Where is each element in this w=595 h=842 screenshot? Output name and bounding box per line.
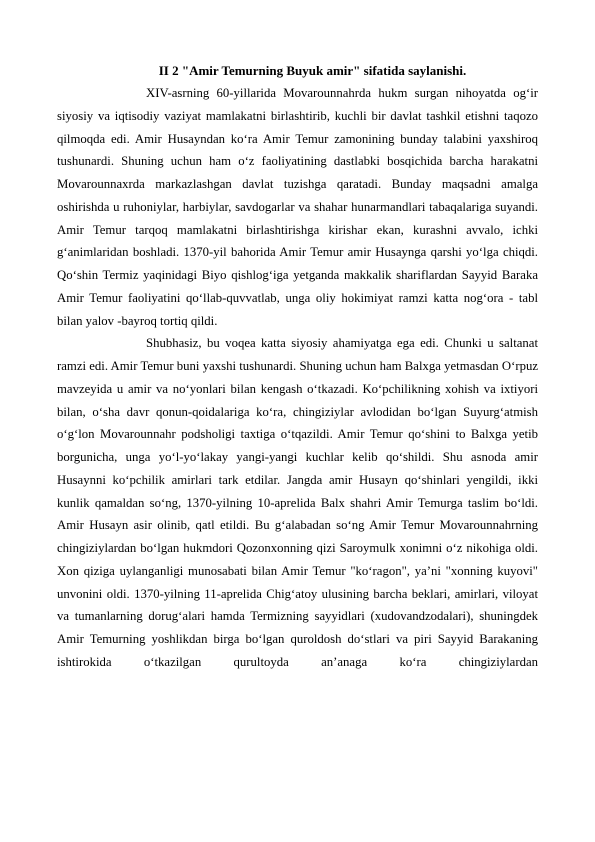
body-text [57, 82, 538, 674]
paragraph-1: XIV-asrning 60-yillarida Movarounnahrda hukm surgan nihoyatda ogʻir siyosiy va iqtisodiy vaziyat mamlakatni birlashtirib, kuchli bir davlat tashkil etishni taqozo qilmoqda edi. Amir Husayndan koʻra Amir Temur zamonining bunday talabini yaxshiroq tushunardi. Shuning uchun ham oʻz faoliyatining dastlabki bosqichida barcha harakatni Movarounnaxrda markazlashgan davlat tuzishga qaratadi. Bunday maqsadni amalga oshirishda u ruhoniylar, harbiylar, savdogarlar va shahar hunarmandlari tabaqalariga suyandi. Amir Temur tarqoq mamlakatni birlashtirishga kirishar ekan, kurashni avvalo, ichki gʻanimlaridan boshladi. 1370-yil bahorida Amir Temur amir Husaynga qarshi yoʻlga chiqdi. Qoʻshin Termiz yaqinidagi Biyo qishlogʻiga yetganda makkalik shariflardan Sayyid Baraka Amir Temur faoliyatini qoʻllab-quvvatlab, unga oliy hokimiyat ramzi katta nogʻora - tabl bilan yalov -bayroq tortiq qildi. [57, 86, 538, 328]
paragraph-2: Shubhasiz, bu voqea katta siyosiy ahamiyatga ega edi. Chunki u saltanat ramzi edi. Amir Temur buni yaxshi tushunardi. Shuning uchun ham Balxga yetmasdan Oʻrpuz mavzeyida u amir va noʻyonlari bilan kengash oʻtkazadi. Koʻpchilikning xohish va ixtiyori bilan, oʻsha davr qonun-qoidalariga koʻra, chingiziylar avlodidan boʻlgan Suyurgʻatmish oʻgʻlon Movarounnahr podsholigi taxtiga oʻtqazildi. Amir Temur qoʻshini to Balxga yetib borgunicha, unga yoʻl-yoʻlakay yangi-yangi kuchlar kelib qoʻshildi. Shu asnoda amir Husaynni koʻpchilik amirlari tark etdilar. Jangda amir Husayn qoʻshinlari yengildi, ikki kunlik qamaldan soʻng, 1370-yilning 10-aprelida Balx shahri Amir Temurga taslim boʻldi. Amir Husayn asir olinib, qatl etildi. Bu gʻalabadan soʻng Amir Temur Movarounnahrning chingiziylardan boʻlgan hukmdori Qozonxonning qizi Saroymulk xonimni oʻz nikohiga oldi. Xon qiziga uylanganligi munosabati bilan Amir Temur "koʻragon", yaʼni "xonning kuyovi" unvonini oldi. 1370-yilning 11-aprelida Chigʻatoy ulusining barcha beklari, amirlari, viloyat va tumanlarning dorugʻalari hamda Termizning sayyidlari (xudovandzodalari), shuningdek Amir Temurning yoshlikdan birga boʻlgan quroldosh doʻstlari va piri Sayyid Barakaning ishtirokida oʻtkazilgan qurultoyda anʼanaga koʻra chingiziylardan [57, 336, 538, 669]
section-heading: II 2 "Amir Temurning Buyuk amir" sifatida saylanishi. [158, 63, 467, 78]
